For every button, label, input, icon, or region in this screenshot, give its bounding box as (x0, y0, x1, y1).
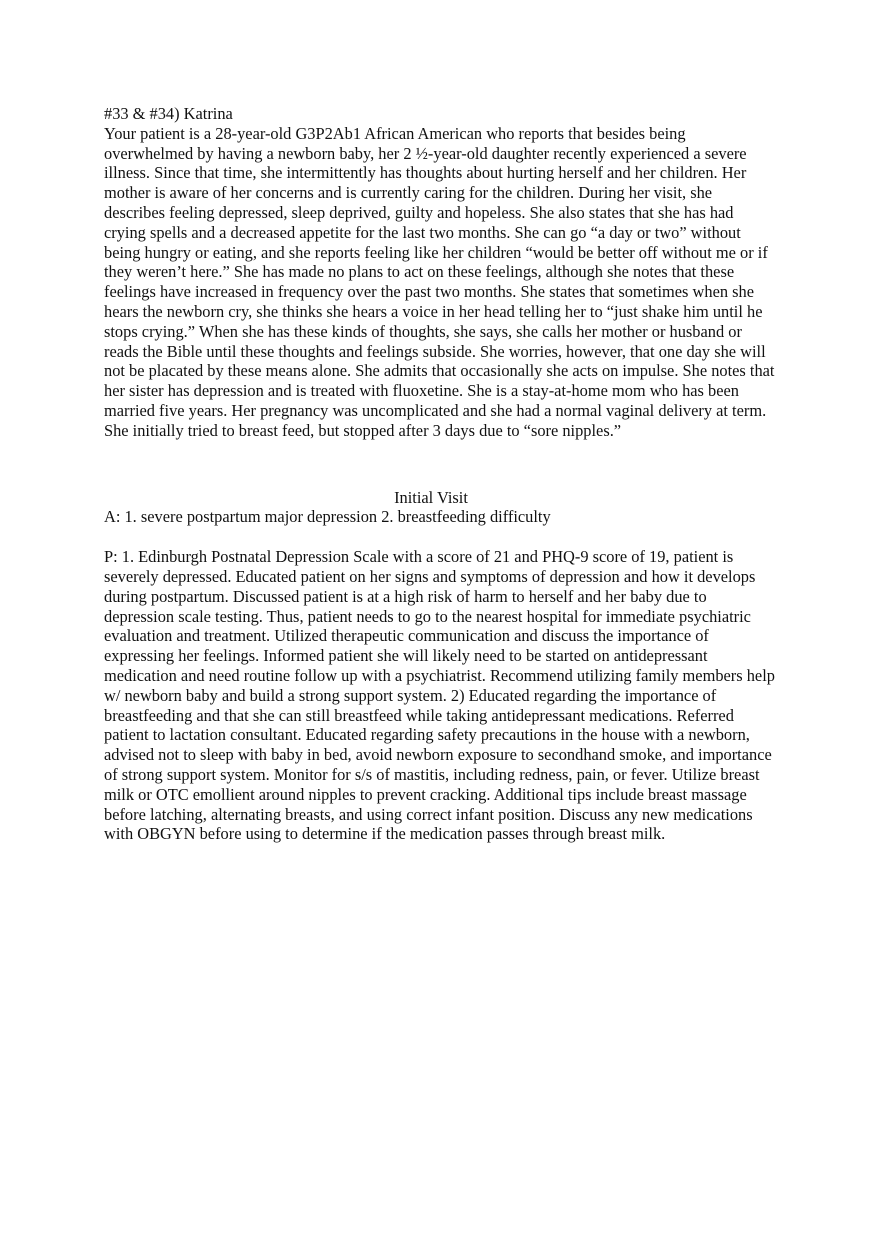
case-title: #33 & #34) Katrina (104, 104, 233, 123)
visit-heading: Initial Visit (394, 487, 468, 507)
case-description: Your patient is a 28-year-old G3P2Ab1 African American who reports that besides being overwhelmed by having a newborn baby, her 2 ½-year-old daughter recently experienced a severe illness. Since that time, she intermittently has thoughts about hurting herself and her children. Her mother is aware of her concerns and is currently caring for the children. During her visit, she describes feeling depressed, sleep deprived, guilty and hopeless. She also states that she has had crying spells and a decreased appetite for the last two months. She can go “a day or two” without being hungry or eating, and she reports feeling like her children “would be better off without me or if they weren’t here.” She has made no plans to act on these feelings, although she notes that these feelings have increased in frequency over the past two months. She states that sometimes when she hears the newborn cry, she thinks she hears a voice in her head telling her to “just shake him until he stops crying.” When she has these kinds of thoughts, she says, she calls her mother or husband or reads the Bible until these thoughts and feelings subside. She worries, however, that one day she will not be placated by these means alone. She admits that occasionally she acts on impulse. She notes that her sister has depression and is treated with fluoxetine. She is a stay-at-home mom who has been married five years. Her pregnancy was uncomplicated and she had a normal vaginal delivery at term. She initially tried to breast feed, but stopped after 3 days due to “sore nipples.” (104, 123, 775, 440)
document-page (104, 104, 776, 844)
assessment-line: A: 1. severe postpartum major depression 2. breastfeeding difficulty (104, 507, 551, 527)
plan-paragraph: P: 1. Edinburgh Postnatal Depression Scale with a score of 21 and PHQ-9 score of 19, patient is severely depressed. Educated patient on her signs and symptoms of depression and how it develops during postpartum. Discussed patient is at a high risk of harm to herself and her baby due to depression scale testing. Thus, patient needs to go to the nearest hospital for immediate psychiatric evaluation and treatment. Utilized therapeutic communication and discuss the importance of expressing her feelings. Informed patient she will likely need to be started on antidepressant medication and need routine follow up with a psychiatrist. Recommend utilizing family members help w/ newborn baby and build a strong support system. 2) Educated regarding the importance of breastfeeding and that she can still breastfeed while taking antidepressant medications. Referred patient to lactation consultant. Educated regarding safety precautions in the house with a newborn, advised not to sleep with baby in bed, avoid newborn exposure to secondhand smoke, and importance of strong support system. Monitor for s/s of mastitis, including redness, pain, or fever. Utilize breast milk or OTC emollient around nipples to prevent cracking. Additional tips include breast massage before latching, alternating breasts, and using correct infant position. Discuss any new medications with OBGYN before using to determine if the medication passes through breast milk. (104, 547, 775, 844)
